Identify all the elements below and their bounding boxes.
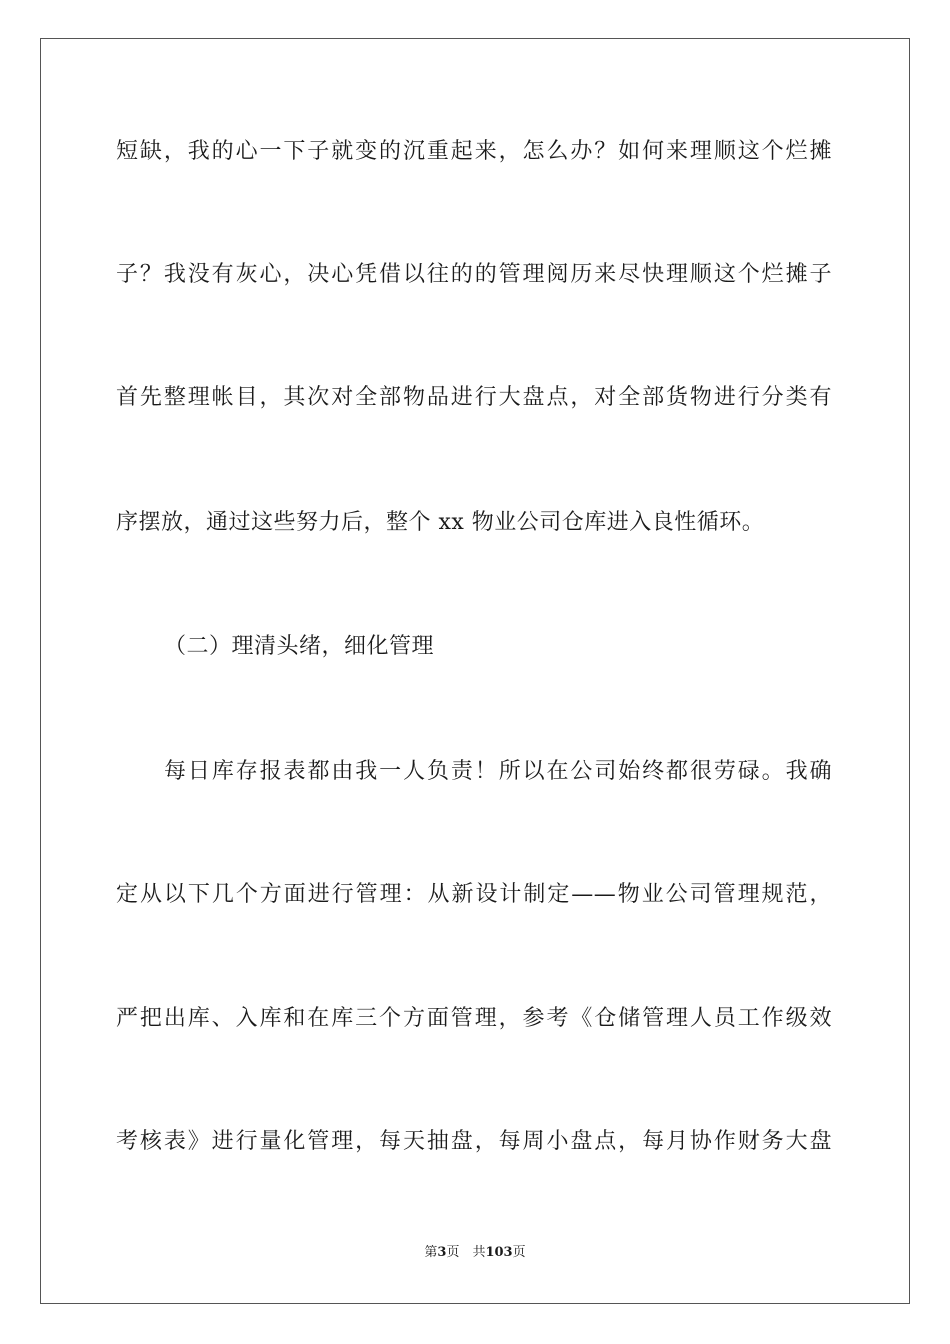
page-border <box>40 38 910 1304</box>
footer-prefix: 第 <box>424 1245 438 1260</box>
text-line: 定从以下几个方面进行管理：从新设计制定——物业公司管理规范， <box>116 882 832 907</box>
footer-middle: 页 共 <box>446 1245 486 1260</box>
text-line: 每日库存报表都由我一人负责！所以在公司始终都很劳碌。我确 <box>164 759 832 784</box>
footer-page-number: 3 <box>437 1245 447 1260</box>
text-line: 短缺，我的心一下子就变的沉重起来，怎么办？如何来理顺这个烂摊 <box>116 139 832 164</box>
section-heading: （二）理清头绪，细化管理 <box>164 634 435 659</box>
text-line: 首先整理帐目，其次对全部物品进行大盘点，对全部货物进行分类有 <box>116 385 832 410</box>
text-line: 序摆放，通过这些努力后，整个 xx 物业公司仓库进入良性循环。 <box>116 510 765 535</box>
page-footer <box>0 1244 950 1262</box>
text-line: 严把出库、入库和在库三个方面管理，参考《仓储管理人员工作级效 <box>116 1006 832 1031</box>
text-line: 考核表》进行量化管理，每天抽盘，每周小盘点，每月协作财务大盘 <box>116 1129 832 1154</box>
text-line: 子？我没有灰心，决心凭借以往的的管理阅历来尽快理顺这个烂摊子 <box>116 262 832 287</box>
footer-total-pages: 103 <box>485 1245 513 1260</box>
footer-suffix: 页 <box>512 1245 526 1260</box>
